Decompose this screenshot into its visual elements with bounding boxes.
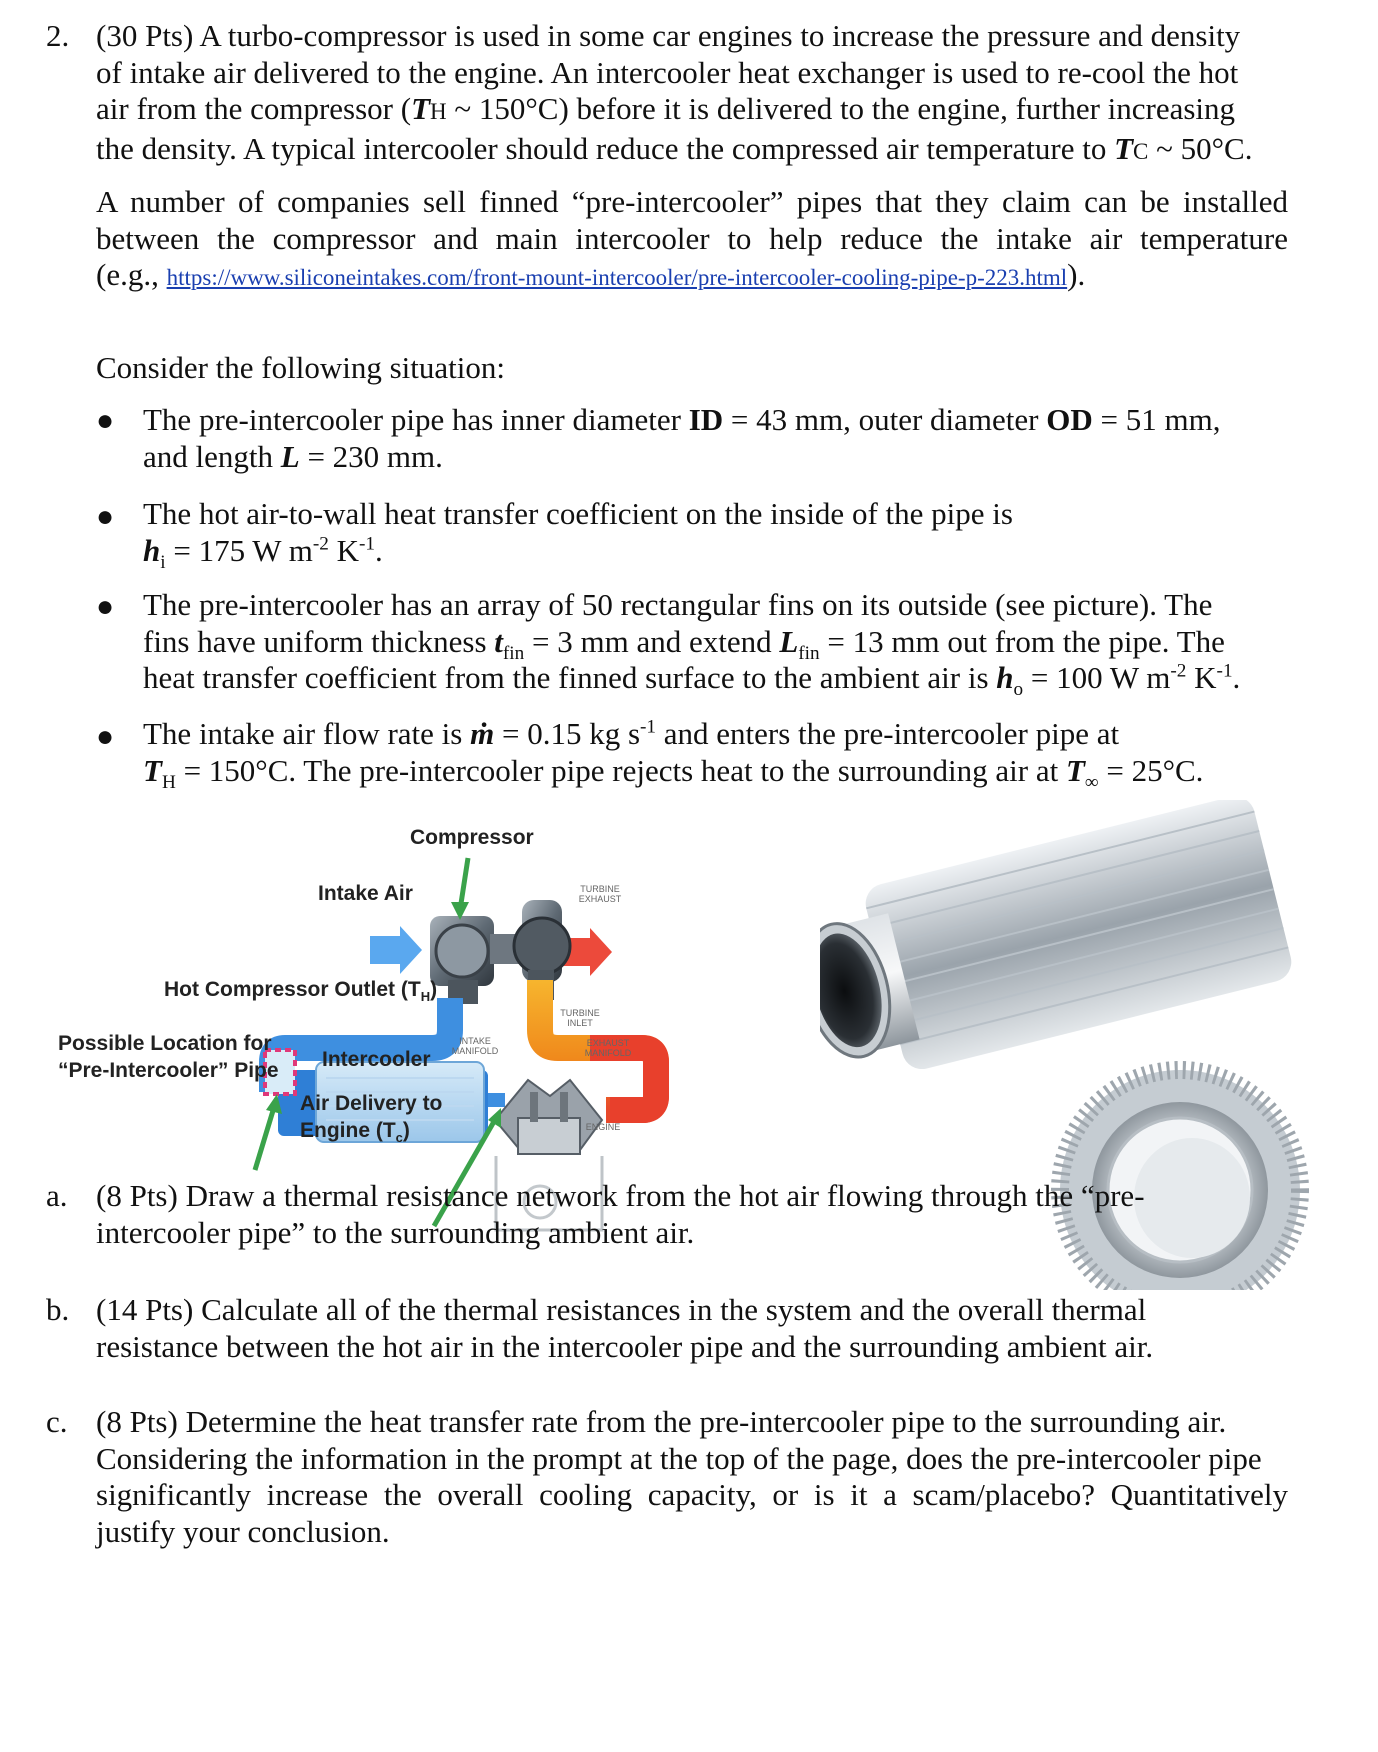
part-c: (8 Pts) Determine the heat transfer rate from the pre-intercooler pipe to the surrounding air. Considering the information in the prompt at the top of the page, does the pre-intercooler pipe significantly increase the overall cooling capacity, or is it a scam/placebo? Quantitatively justify your conclusion.	[96, 1404, 1288, 1549]
part-a: (8 Pts) Draw a thermal resistance network from the hot air flowing through the “pre- intercooler pipe” to the surrounding ambient air.	[96, 1178, 1145, 1250]
bullet-flow: The intake air flow rate is ṁ = 0.15 kg $s^{-1}$ and enters the pre-intercooler pipe at $T_H = 150^\circ C$. The pre-intercooler pipe rejects heat to the surrounding air at $T_\infty = 25^\circ C$.	[143, 716, 1204, 793]
bullet-3: ●	[96, 590, 115, 623]
label-intake-manifold: INTAKE MANIFOLD	[451, 1036, 499, 1056]
bullet-1: ●	[96, 404, 115, 437]
green-arrow-pre-intercooler	[255, 1104, 275, 1170]
intake-air-arrow	[370, 926, 422, 974]
label-turbine-exhaust: TURBINE EXHAUST	[578, 884, 622, 904]
part-b: (14 Pts) Calculate all of the thermal resistances in the system and the overall thermal resistance between the hot air in the intercooler pipe and the surrounding ambient air.	[96, 1292, 1154, 1364]
finned-pipe-side-view	[820, 800, 1296, 1092]
problem-points: (30 Pts)	[96, 18, 194, 53]
consider-heading: Consider the following situation:	[96, 350, 505, 385]
bullet-2: ●	[96, 500, 115, 533]
part-c-label: c.	[46, 1404, 68, 1439]
reference-link[interactable]: https://www.siliconeintakes.com/front-mount-intercooler/pre-intercooler-cooling-pipe-p-223.html	[166, 265, 1068, 290]
label-engine: ENGINE	[585, 1122, 621, 1132]
label-air-delivery: Air Delivery to Engine $(T_c)$	[300, 1092, 443, 1146]
label-possible-location: Possible Location for “Pre-Intercooler” Pipe	[58, 1032, 279, 1082]
label-exhaust-manifold: EXHAUST MANIFOLD	[584, 1038, 632, 1058]
bullet-pipe-geometry: The pre-intercooler pipe has inner diameter ID = 43 mm, outer diameter OD = 51 mm, and length L = 230 mm.	[143, 402, 1221, 474]
problem-intro: (30 Pts) A turbo-compressor is used in some car engines to increase the pressure and density of intake air delivered to the engine. An intercooler heat exchanger is used to re-cool the hot air from the compressor (TH ~ 150°C) before it is delivered to the engine, further increasing the density. A typical intercooler should reduce the compressed air temperature to TC ~ 50°C.	[96, 18, 1253, 166]
bullet-4: ●	[96, 720, 115, 753]
paragraph-pre-intercooler: A number of companies sell finned “pre-intercooler” pipes that they claim can be installed between the compressor and main intercooler to help reduce the intake air temperature (e.g., https://www.siliconeintakes.com/front-mount-intercooler/pre-intercooler-cooling-pipe-p-223.html).	[96, 184, 1288, 292]
part-b-label: b.	[46, 1292, 70, 1327]
label-intake-air: Intake Air	[318, 882, 413, 905]
label-compressor: Compressor	[410, 826, 534, 849]
bullet-inner-htc: The hot air-to-wall heat transfer coefficient on the inside of the pipe is $h_i = 175$ W $m^{-2}$ $K^{-1}$.	[143, 496, 1013, 573]
part-a-label: a.	[46, 1178, 68, 1213]
label-intercooler: Intercooler	[322, 1048, 431, 1071]
bullet-fins: The pre-intercooler has an array of 50 rectangular fins on its outside (see picture). The fins have uniform thickness $t_{fin} = 3$ mm and extend $L_{fin} = 13$ mm out from the pipe. The heat transfer coefficient from the finned surface to the ambient air is $h_o = 100$ W $m^{-2}$ $K^{-1}$.	[143, 587, 1241, 701]
label-hot-compressor-outlet: Hot Compressor Outlet $(T_H)$	[164, 978, 438, 1005]
label-turbine-inlet: TURBINE INLET	[560, 1008, 600, 1028]
problem-number: 2.	[46, 18, 70, 53]
